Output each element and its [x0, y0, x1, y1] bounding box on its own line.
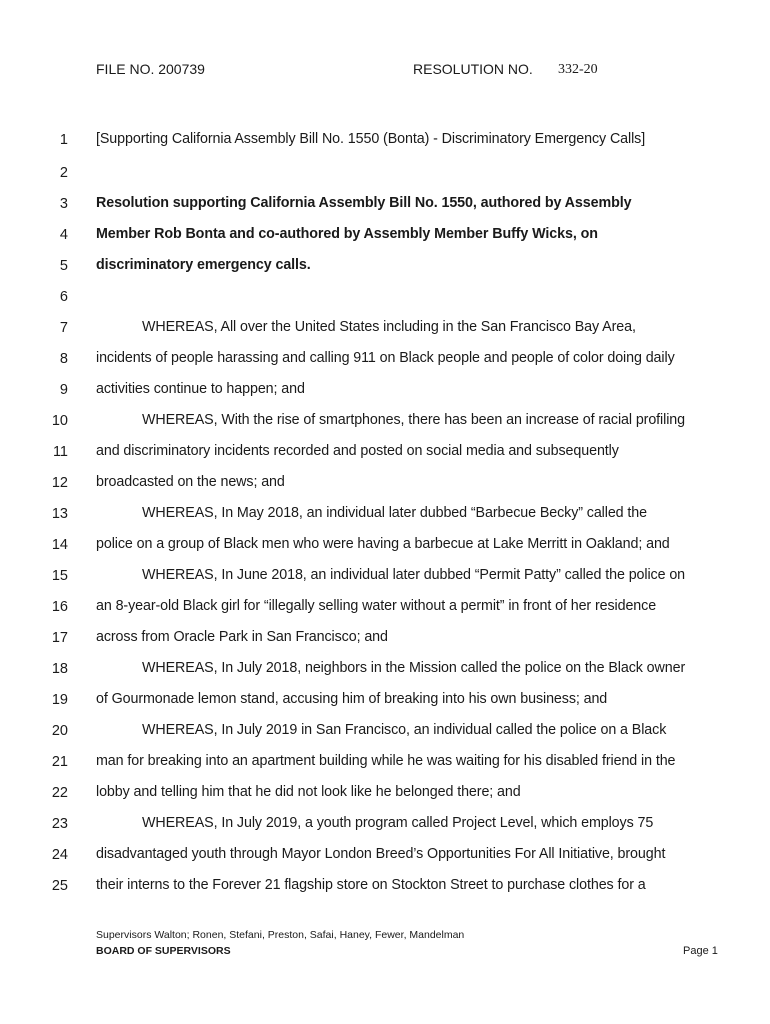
line-number: 21: [51, 754, 68, 770]
body-line: disadvantaged youth through Mayor London Breed’s Opportunities For All Initiative, brought: [96, 846, 666, 862]
line-number: 7: [59, 320, 68, 336]
body-line: WHEREAS, In July 2019, a youth program called Project Level, which employs 75: [142, 815, 654, 831]
summary-line: Member Rob Bonta and co-authored by Assembly Member Buffy Wicks, on: [96, 226, 598, 242]
summary-line: discriminatory emergency calls.: [96, 257, 311, 273]
body-line: across from Oracle Park in San Francisco; and: [96, 629, 388, 645]
body-line: and discriminatory incidents recorded and posted on social media and subsequently: [96, 443, 619, 459]
page-number: Page 1: [683, 945, 718, 957]
line-number: 23: [51, 816, 68, 832]
body-line: lobby and telling him that he did not look like he belonged there; and: [96, 784, 521, 800]
body-line: incidents of people harassing and calling 911 on Black people and people of color doing daily: [96, 350, 675, 366]
body-line: their interns to the Forever 21 flagship store on Stockton Street to purchase clothes for a: [96, 877, 646, 893]
footer-sponsors: Supervisors Walton; Ronen, Stefani, Preston, Safai, Haney, Fewer, Mandelman: [96, 929, 465, 941]
line-number: 25: [51, 878, 68, 894]
resolution-label: RESOLUTION NO.: [413, 61, 533, 77]
line-number: 8: [59, 351, 68, 367]
body-line: an 8-year-old Black girl for “illegally selling water without a permit” in front of her residence: [96, 598, 657, 614]
body-line: WHEREAS, All over the United States including in the San Francisco Bay Area,: [142, 319, 636, 335]
body-line: WHEREAS, In June 2018, an individual later dubbed “Permit Patty” called the police on: [142, 567, 686, 583]
line-number: 18: [51, 661, 68, 677]
body-line: police on a group of Black men who were having a barbecue at Lake Merritt in Oakland; and: [96, 536, 670, 552]
line-number: 13: [51, 506, 68, 522]
body-line: of Gourmonade lemon stand, accusing him of breaking into his own business; and: [96, 691, 608, 707]
line-number: 11: [52, 444, 68, 460]
line-number: 20: [51, 723, 68, 739]
line-number: 12: [51, 475, 68, 491]
document-header: [96, 61, 716, 81]
line-number: 3: [59, 196, 68, 212]
resolution-number: 332-20: [558, 62, 598, 77]
line-number: 2: [59, 165, 68, 181]
line-number: 19: [51, 692, 68, 708]
footer-board: BOARD OF SUPERVISORS: [96, 945, 231, 957]
line-number: 4: [59, 227, 68, 243]
body-line: broadcasted on the news; and: [96, 474, 285, 490]
line-number: 16: [51, 599, 68, 615]
line-number: 14: [51, 537, 68, 553]
line-number: 1: [59, 132, 68, 148]
line-number: 6: [59, 289, 68, 305]
line-number: 15: [51, 568, 68, 584]
line-number: 9: [59, 382, 68, 398]
body-line: activities continue to happen; and: [96, 381, 305, 397]
body-line: WHEREAS, In July 2018, neighbors in the Mission called the police on the Black owner: [142, 660, 686, 676]
line-number: 5: [59, 258, 68, 274]
line-number: 10: [51, 413, 68, 429]
body-line: man for breaking into an apartment building while he was waiting for his disabled friend in the: [96, 753, 676, 769]
body-line: WHEREAS, In July 2019 in San Francisco, an individual called the police on a Black: [142, 722, 667, 738]
line-number: 17: [51, 630, 68, 646]
body-line: WHEREAS, In May 2018, an individual later dubbed “Barbecue Becky” called the: [142, 505, 647, 521]
file-number: FILE NO. 200739: [96, 61, 205, 77]
line-number: 22: [51, 785, 68, 801]
body-line: WHEREAS, With the rise of smartphones, there has been an increase of racial profiling: [142, 412, 685, 428]
resolution-title: [Supporting California Assembly Bill No. 1550 (Bonta) - Discriminatory Emergency Calls]: [96, 131, 646, 147]
summary-line: Resolution supporting California Assembly Bill No. 1550, authored by Assembly: [96, 195, 632, 211]
line-number: 24: [51, 847, 68, 863]
